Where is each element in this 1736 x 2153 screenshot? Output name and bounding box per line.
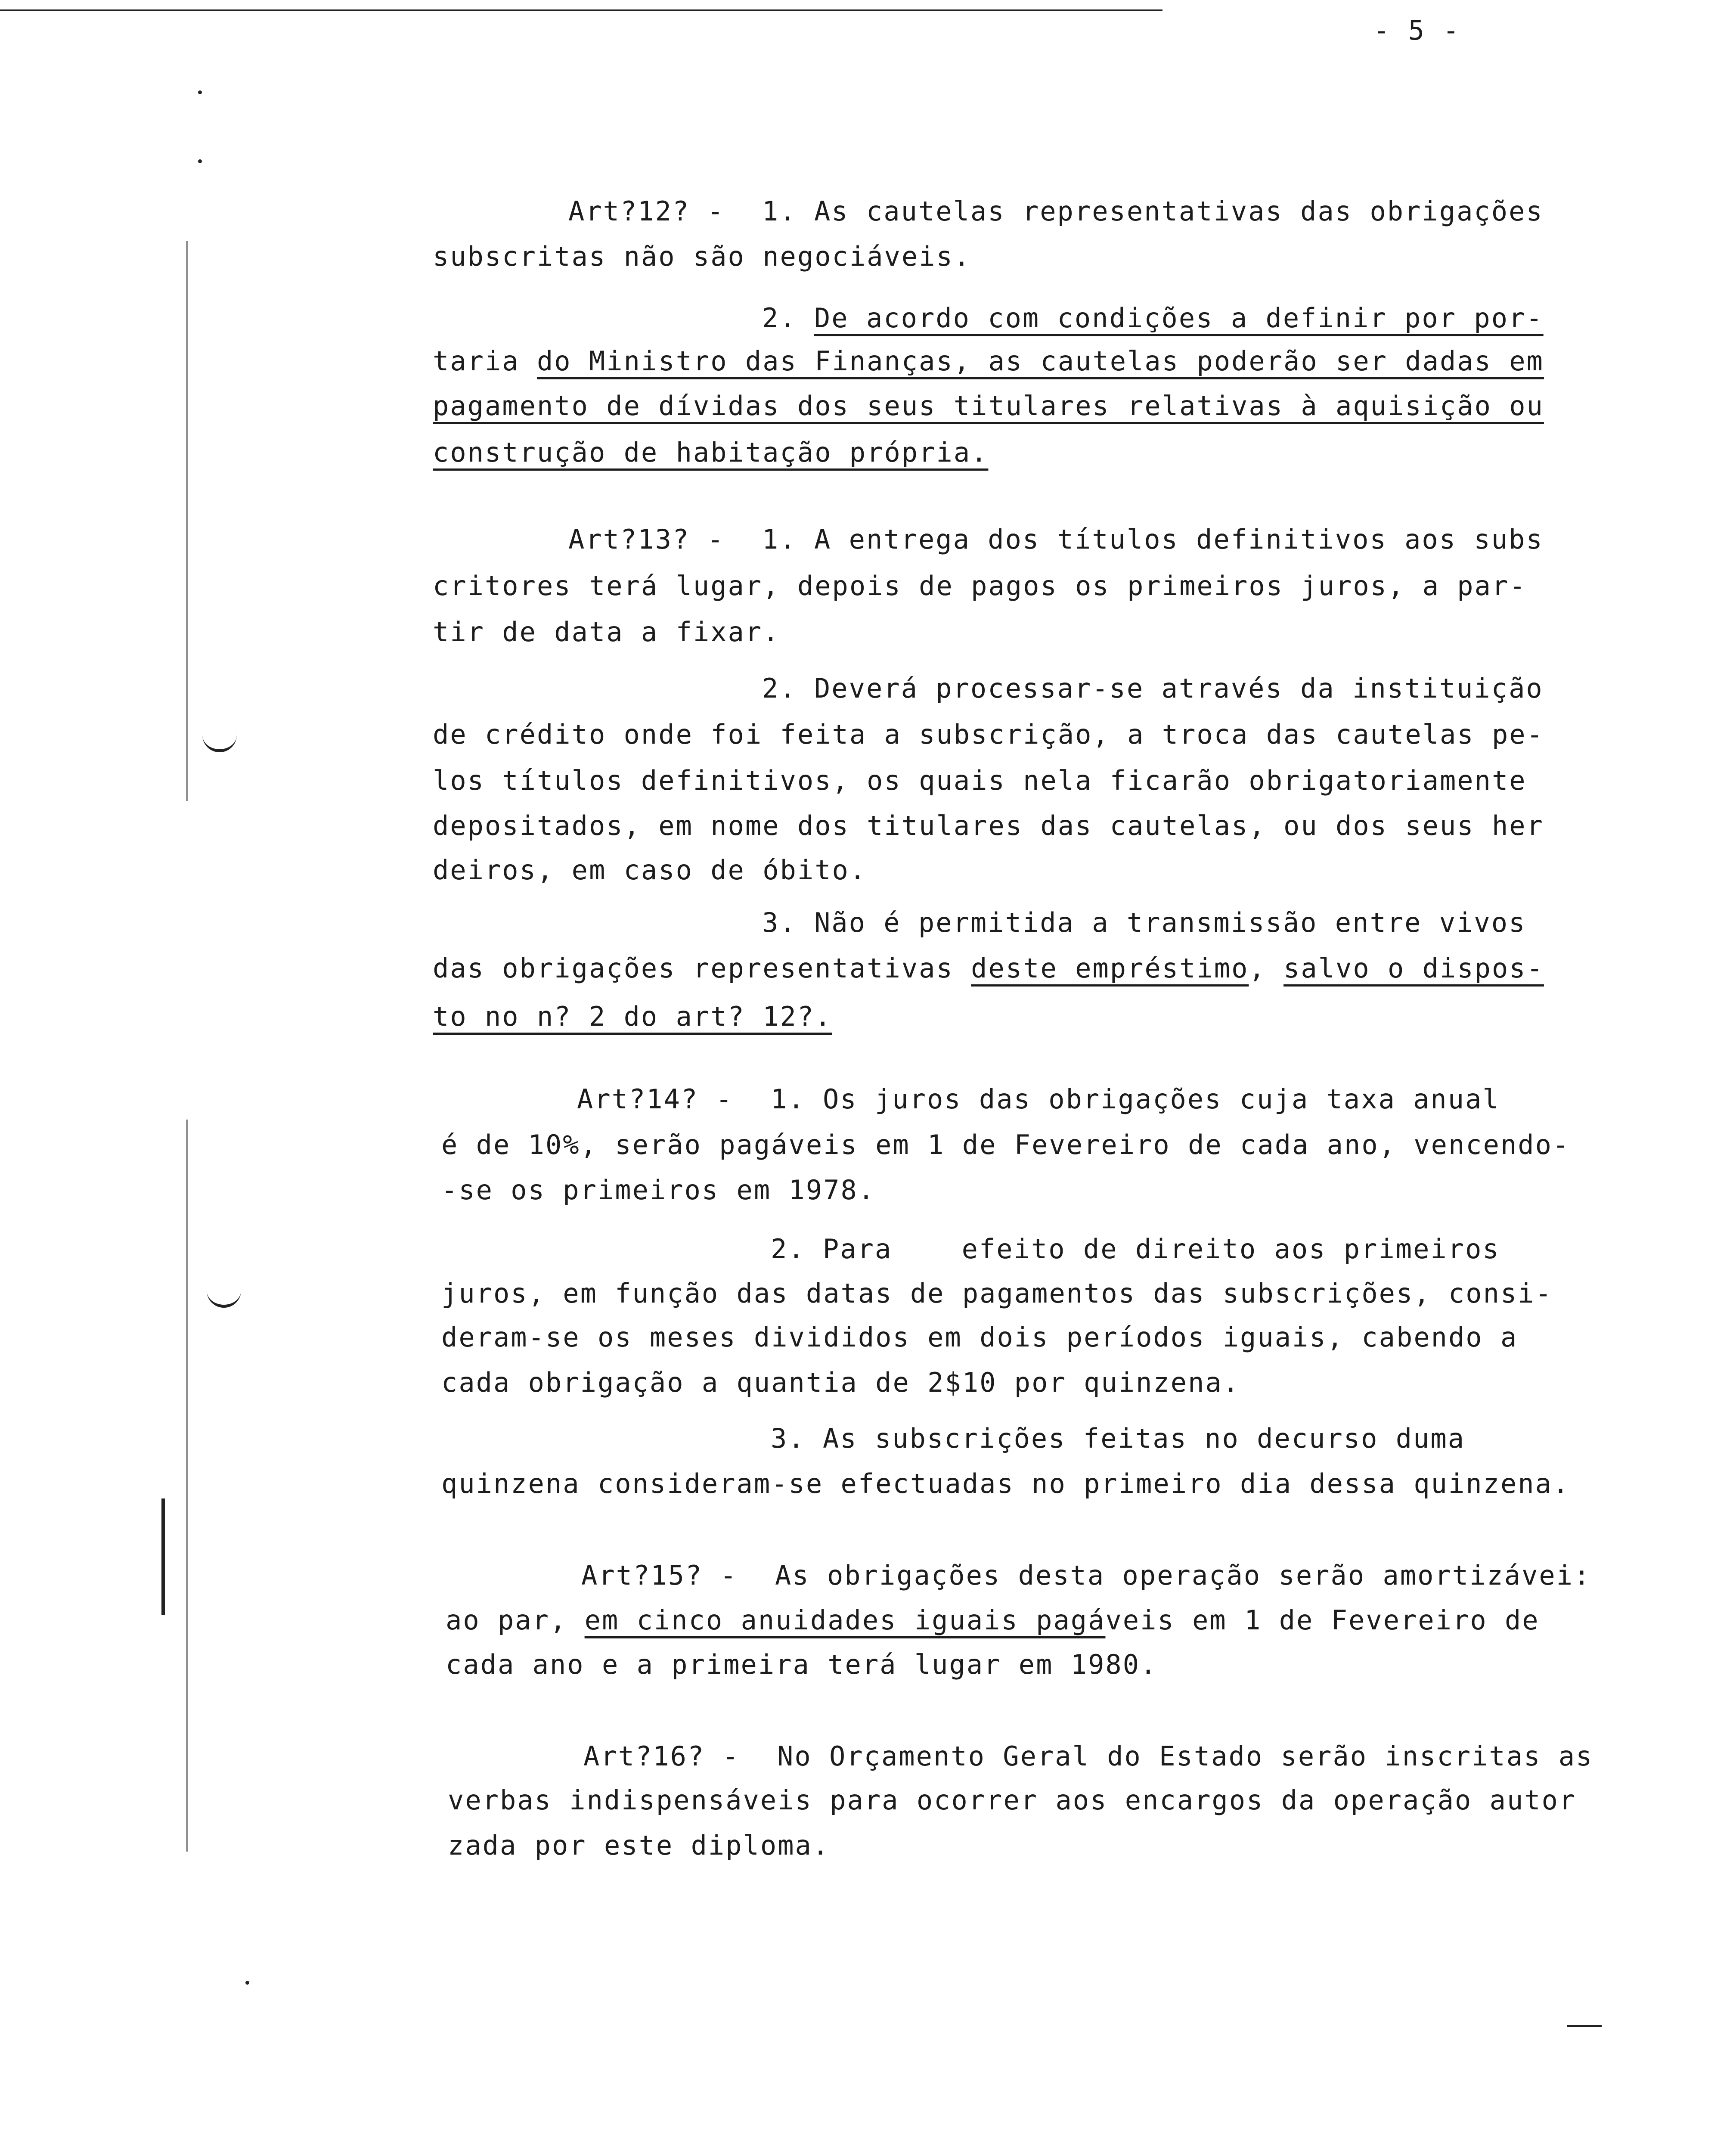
art15-text: As obrigações desta operação serão amortizávei:	[775, 1560, 1591, 1591]
art15-text: cada ano e a primeira terá lugar em 1980.	[446, 1649, 1158, 1680]
left-margin-bar	[161, 1498, 165, 1615]
art13-para1: 1. A entrega dos títulos definitivos aos subs	[762, 524, 1544, 555]
underline-span: De acordo com condições a definir por por-	[814, 302, 1544, 334]
punch-hole-mark	[202, 732, 237, 752]
art16-text: zada por este diploma.	[448, 1830, 830, 1861]
underline-span: salvo o dispos-	[1283, 952, 1544, 984]
art13-para2: deiros, em caso de óbito.	[433, 854, 867, 886]
left-margin-line	[186, 241, 188, 801]
art13-para2: depositados, em nome dos titulares das cautelas, ou dos seus her	[433, 810, 1544, 841]
art13-para2: de crédito onde foi feita a subscrição, a troca das cautelas pe-	[433, 719, 1544, 750]
underline-span: do Ministro das Finanças, as cautelas poderão ser dadas em	[536, 345, 1544, 377]
art12-para1: subscritas não são negociáveis.	[433, 241, 971, 272]
bottom-right-dash	[1567, 2025, 1602, 2027]
page-number: - 5 -	[1373, 15, 1460, 46]
art15-text: ao par, em cinco anuidades iguais pagáveis em 1 de Fevereiro de	[446, 1604, 1540, 1636]
art14-para1: -se os primeiros em 1978.	[441, 1174, 876, 1206]
art13-para3: to no n? 2 do art? 12?.	[433, 1001, 832, 1032]
art12-para2: pagamento de dívidas dos seus titulares relativas à aquisição ou	[433, 390, 1544, 422]
underline-span: deste empréstimo	[971, 952, 1249, 984]
art13-para2: 2. Deverá processar-se através da instituição	[762, 673, 1544, 704]
scan-speck	[198, 159, 202, 163]
art12-para2: 2. De acordo com condições a definir por por-	[762, 302, 1544, 334]
art14-para3: quinzena consideram-se efectuadas no primeiro dia dessa quinzena.	[441, 1468, 1570, 1499]
art14-para1: 1. Os juros das obrigações cuja taxa anual	[771, 1083, 1500, 1115]
scan-speck	[198, 90, 202, 94]
art16-text: No Orçamento Geral do Estado serão inscritas as	[777, 1740, 1593, 1772]
top-rule	[0, 9, 1162, 11]
art15-heading: Art?15? -	[581, 1560, 738, 1591]
art13-para2: los títulos definitivos, os quais nela ficarão obrigatoriamente	[433, 765, 1527, 796]
art12-heading: Art?12? -	[568, 195, 725, 227]
art13-para3: 3. Não é permitida a transmissão entre vivos	[762, 907, 1526, 938]
art14-para1: é de 10%, serão pagáveis em 1 de Fevereiro de cada ano, vencendo-	[441, 1129, 1570, 1160]
art14-para3: 3. As subscrições feitas no decurso duma	[771, 1423, 1466, 1454]
art14-para2: cada obrigação a quantia de 2$10 por quinzena.	[441, 1367, 1240, 1398]
art12-para2: construção de habitação própria.	[433, 437, 989, 468]
art14-para2: 2. Para efeito de direito aos primeiros	[771, 1233, 1500, 1265]
art12-para1: 1. As cautelas representativas das obrigações	[762, 195, 1544, 227]
art12-para2: taria do Ministro das Finanças, as cautelas poderão ser dadas em	[433, 345, 1544, 377]
art14-para2: juros, em função das datas de pagamentos das subscrições, consi-	[441, 1278, 1553, 1309]
underline-span: em cinco anuidades iguais pagá	[584, 1604, 1106, 1636]
art13-para1: tir de data a fixar.	[433, 616, 780, 648]
art16-heading: Art?16? -	[583, 1740, 740, 1772]
art14-heading: Art?14? -	[577, 1083, 733, 1115]
art13-para3: das obrigações representativas deste empréstimo, salvo o dispos-	[433, 952, 1544, 984]
punch-hole-mark	[207, 1287, 241, 1308]
scan-speck	[245, 1981, 249, 1985]
art16-text: verbas indispensáveis para ocorrer aos encargos da operação autor	[448, 1784, 1577, 1816]
art13-heading: Art?13? -	[568, 524, 725, 555]
art14-para2: deram-se os meses divididos em dois períodos iguais, cabendo a	[441, 1322, 1518, 1353]
left-margin-line	[186, 1120, 188, 1852]
art13-para1: critores terá lugar, depois de pagos os primeiros juros, a par-	[433, 570, 1527, 602]
